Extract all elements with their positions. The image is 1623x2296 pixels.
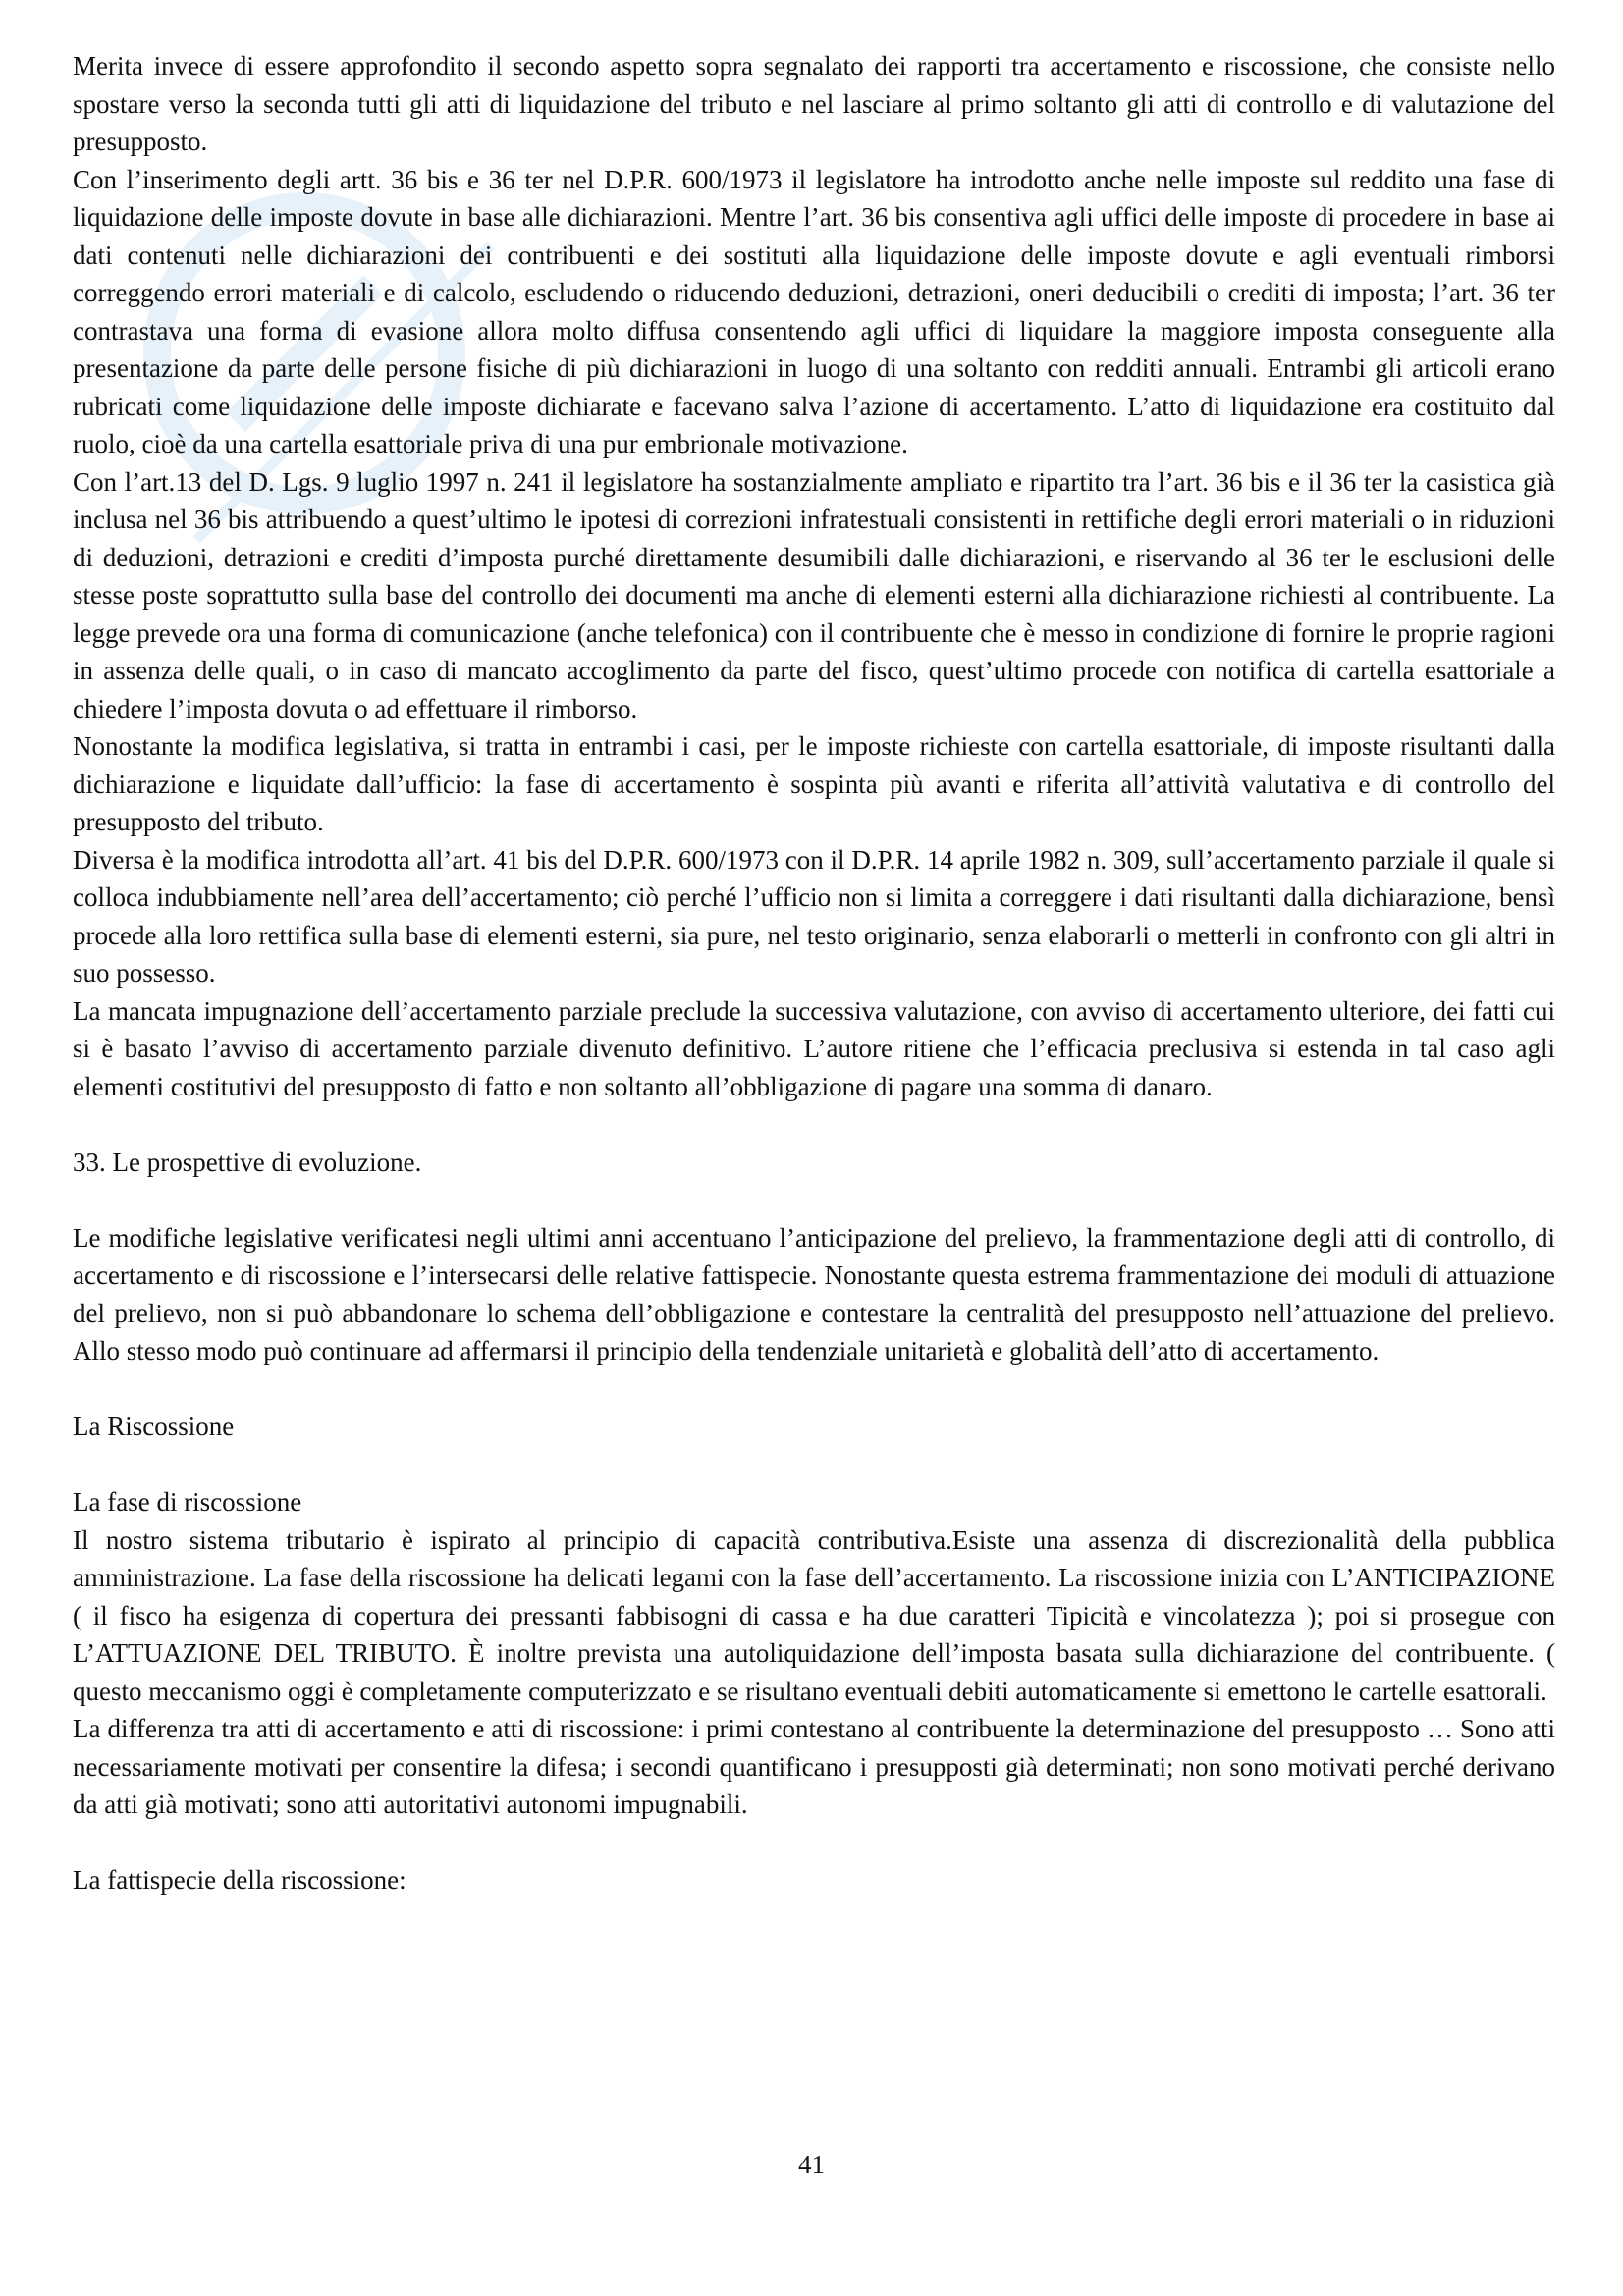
paragraph-intro: Merita invece di essere approfondito il secondo aspetto sopra segnalato dei rapporti tra accertamento e riscossione, che consiste nello spostare verso la seconda tutti gli atti di liquidazione del tributo e nel lasciare al primo soltanto gli atti di controllo e di valutazione del presupposto. (73, 51, 1555, 156)
paragraph-differenza-atti: La differenza tra atti di accertamento e atti di riscossione: i primi contestano al contribuente la determinazione del presupposto … Sono atti necessariamente motivati per consentire la difesa; i secondi quantificano i presupposti già determinati; non sono motivati perché derivano da atti già motivati; sono atti autoritativi autonomi impugnabili. (73, 1714, 1555, 1819)
page-number: 41 (798, 2150, 825, 2179)
paragraph-prospettive: Le modifiche legislative verificatesi negli ultimi anni accentuano l’anticipazione del prelievo, la frammentazione degli atti di controllo, di accertamento e di riscossione e l’intersecarsi delle relative fattispecie. Nonostante questa estrema frammentazione dei moduli di attuazione del prelievo, non si può abbandonare lo schema dell’obbligazione e contestare la centralità del presupposto nell’attuazione del prelievo. Allo stesso modo può continuare ad affermarsi il principio della tendenziale unitarietà e globalità dell’atto di accertamento. (73, 1222, 1555, 1365)
paragraph-art-41-bis: Diversa è la modifica introdotta all’art. 41 bis del D.P.R. 600/1973 con il D.P.R. 14 aprile 1982 n. 309, sull’accertamento parziale il quale si colloca indubbiamente nell’area dell’accertamento; ciò perché l’ufficio non si limita a correggere i dati risultanti dalla dichiarazione, bensì procede alla loro rettifica sulla base di elementi esterni, sia pure, nel testo originario, senza elaborarli o metterli in confronto con gli altri in suo possesso. (73, 844, 1555, 988)
paragraph-sistema-tributario: Il nostro sistema tributario è ispirato al principio di capacità contributiva.Esiste una assenza di discrezionalità della pubblica amministrazione. La fase della riscossione ha delicati legami con la fase dell’accertamento. La riscossione inizia con L’ANTICIPAZIONE ( il fisco ha esigenza di copertura dei pressanti fabbisogni di cassa e ha due caratteri Tipicità e vincolatezza ); poi si prosegue con L’ATTUAZIONE DEL TRIBUTO. È inoltre prevista una autoliquidazione dell’imposta basata sulla dichiarazione del contribuente. ( questo meccanismo oggi è completamente computerizzato e se risultano eventuali debiti automaticamente si emettono le cartelle esattorali. (73, 1524, 1555, 1706)
subheading-fattispecie: La fattispecie della riscossione: (73, 1865, 406, 1895)
section-heading-riscossione: La Riscossione (73, 1412, 235, 1441)
paragraph-artt-36: Con l’inserimento degli artt. 36 bis e 36 ter nel D.P.R. 600/1973 il legislatore ha introdotto anche nelle imposte sul reddito una fase di liquidazione delle imposte dovute in base alle dichiarazioni. Mentre l’art. 36 bis consentiva agli uffici delle imposte di procedere in base ai dati contenuti nelle dichiarazioni dei contribuenti e dei sostituti alla liquidazione delle imposte dovute e agli eventuali rimborsi correggendo errori materiali e di calcolo, escludendo o riducendo deduzioni, detrazioni, oneri deducibili o crediti di imposta; l’art. 36 ter contrastava una forma di evasione allora molto diffusa consentendo agli uffici di liquidare la maggiore imposta conseguente alla presentazione da parte delle persone fisiche di più dichiarazioni in luogo di una soltanto con redditi annuali. Entrambi gli articoli erano rubricati come liquidazione delle imposte dichiarate e facevano salva l’azione di accertamento. L’atto di liquidazione era costituito dal ruolo, cioè da una cartella esattoriale priva di una pur embrionale motivazione. (73, 164, 1555, 458)
document-body (73, 47, 1555, 1899)
subheading-fase-riscossione: La fase di riscossione (73, 1487, 302, 1517)
paragraph-accertamento-parziale: La mancata impugnazione dell’accertamento parziale preclude la successiva valutazione, con avviso di accertamento ulteriore, dei fatti cui si è basato l’avviso di accertamento parziale divenuto definitivo. L’autore ritiene che l’efficacia preclusiva si estenda in tal caso agli elementi costitutivi del presupposto di fatto e non soltanto all’obbligazione di pagare una somma di danaro. (73, 995, 1555, 1101)
paragraph-modifica-legislativa: Nonostante la modifica legislativa, si tratta in entrambi i casi, per le imposte richieste con cartella esattoriale, di imposte risultanti dalla dichiarazione e liquidate dall’ufficio: la fase di accertamento è sospinta più avanti e riferita all’attività valutativa e di controllo del presupposto del tributo. (73, 731, 1555, 836)
section-heading-prospettive: 33. Le prospettive di evoluzione. (73, 1147, 422, 1177)
paragraph-dlgs-241: Con l’art.13 del D. Lgs. 9 luglio 1997 n. 241 il legislatore ha sostanzialmente ampliato e ripartito tra l’art. 36 bis e il 36 ter la casistica già inclusa nel 36 bis attribuendo a quest’ultimo le ipotesi di correzioni infratestuali consistenti in rettifiche degli errori materiali o in riduzioni di deduzioni, detrazioni e crediti d’imposta purché direttamente desumibili dalle dichiarazioni, e riservando al 36 ter le esclusioni delle stesse poste soprattutto sulla base del controllo dei documenti ma anche di elementi esterni alla dichiarazione richiesti al contribuente. La legge prevede ora una forma di comunicazione (anche telefonica) con il contribuente che è messo in condizione di fornire le proprie ragioni in assenza delle quali, o in caso di mancato accoglimento da parte del fisco, quest’ultimo procede con notifica di cartella esattoriale a chiedere l’imposta dovuta o ad effettuare il rimborso. (73, 466, 1555, 723)
